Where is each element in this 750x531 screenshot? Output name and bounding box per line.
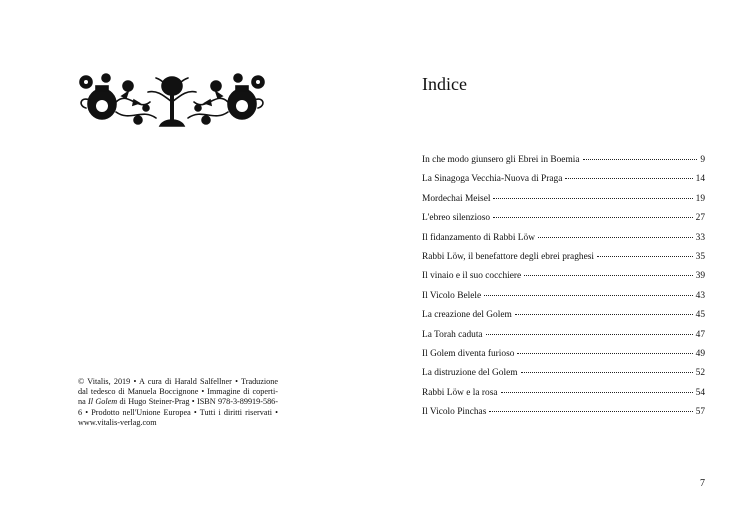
toc-entry [422,251,705,270]
page-title: Indice [422,74,467,94]
toc-entry-title: Rabbi Löw e la rosa [422,387,498,398]
page-number: 7 [700,478,705,489]
toc-entry-title: In che modo giunsero gli Ebrei in Boemia [422,155,580,165]
toc-entry-page: 43 [695,290,705,301]
toc-entry [422,173,705,192]
toc-entry [422,154,705,173]
dot-leader [489,411,692,412]
toc-entry-title: Il fidanzamento di Rabbi Löw [422,232,535,243]
dot-leader [565,178,692,179]
toc-entry-title: La distruzione del Golem [422,368,518,379]
toc-entry-page: 27 [695,213,705,224]
toc-entry-page: 45 [695,310,705,321]
toc-entry-page: 57 [695,407,705,418]
toc-entry [422,329,705,348]
toc-entry [422,193,705,212]
toc-entry [422,232,705,251]
toc-entry-page: 19 [695,193,705,204]
toc-entry-page: 9 [700,155,705,165]
toc-entry [422,309,705,328]
table-of-contents [422,154,705,425]
dot-leader [597,256,693,257]
toc-entry-title: Il vinaio e il suo cocchiere [422,271,522,282]
dot-leader [524,275,692,276]
dot-leader [538,237,693,238]
dot-leader [501,392,693,393]
dot-leader [515,314,693,315]
dot-leader [521,372,693,373]
colophon-cover-title: Il Golem [88,397,118,407]
toc-entry-page: 49 [695,348,705,359]
toc-entry-page: 47 [695,329,705,340]
dot-leader [486,334,693,335]
toc-entry-page: 52 [695,368,705,379]
toc-entry [422,290,705,309]
dot-leader [493,217,693,218]
toc-entry-title: La Sinagoga Vecchia-Nuova di Praga [422,174,563,185]
toc-entry-title: Rabbi Löw, il benefattore degli ebrei praghesi [422,251,594,262]
right-page [375,0,750,531]
colophon [78,377,278,428]
toc-entry-title: Il Vicolo Belele [422,290,482,301]
toc-entry-page: 39 [695,271,705,282]
toc-entry-title: Mordechai Meisel [422,193,491,204]
toc-entry [422,270,705,289]
colophon-line: Prodotto nell'Unione Europea • Tutti i diritti riservati • [91,407,278,417]
toc-entry-title: La creazione del Golem [422,310,512,321]
dot-leader [493,198,692,199]
colophon-line: © Vitalis, 2019 • A cura di Harald Salfellner • Traduzione [78,377,278,386]
toc-entry-page: 54 [695,387,705,398]
dot-leader [517,353,692,354]
toc-entry [422,212,705,231]
toc-entry-page: 33 [695,232,705,243]
toc-entry-title: Il Golem diventa furioso [422,348,515,359]
colophon-line: di Hugo Steiner-Prag • ISBN 978-3-89919-586-6 • [78,397,278,417]
dot-leader [484,295,692,296]
toc-entry-title: Il Vicolo Pinchas [422,407,487,418]
toc-entry-title: L'ebreo silenzioso [422,213,491,224]
toc-entry [422,348,705,367]
toc-entry [422,367,705,386]
colophon-line: dal tedesco di Manuela Boccignone • Immagine di coperti- [78,387,278,397]
toc-entry-title: La Torah caduta [422,329,483,340]
toc-entry-page: 14 [695,174,705,185]
toc-entry-page: 35 [695,251,705,262]
floral-vase-ornament-icon [76,72,268,130]
toc-entry [422,387,705,406]
colophon-line: na [78,397,89,407]
colophon-website: www.vitalis-verlag.com [78,417,157,427]
dot-leader [583,159,698,160]
toc-entry [422,406,705,425]
